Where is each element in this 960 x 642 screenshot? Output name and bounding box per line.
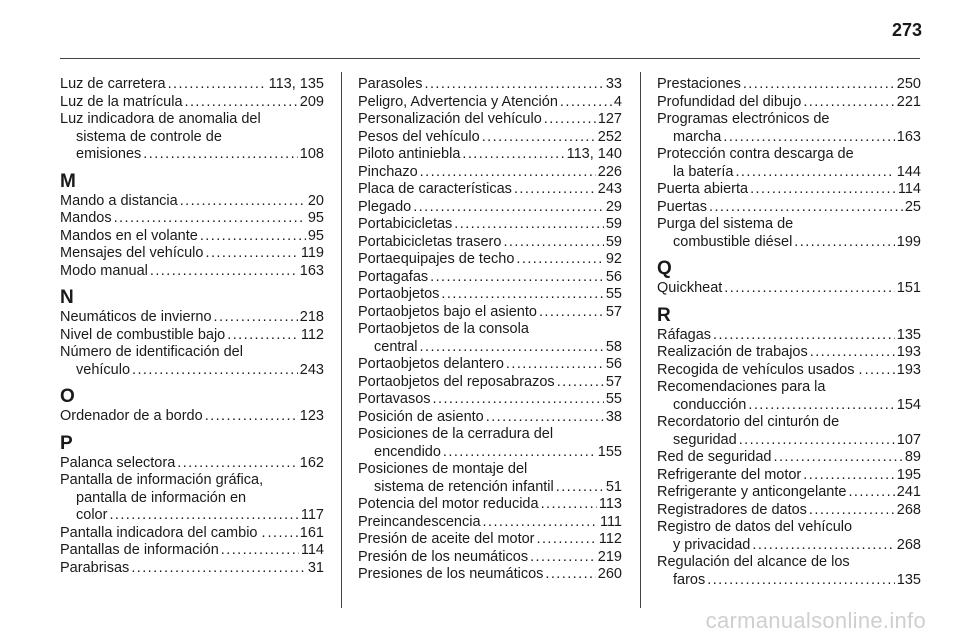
dot-leader	[131, 560, 306, 578]
index-entry	[358, 199, 622, 217]
index-page-ref: 113, 140	[566, 146, 622, 162]
index-term: Registradores de datos	[657, 501, 807, 518]
index-entry	[60, 210, 324, 228]
dot-leader	[221, 542, 299, 560]
index-entry-line: Regulación del alcance de los	[657, 554, 850, 570]
index-entry-line: Posiciones de la cerradura del	[358, 426, 554, 442]
index-page-ref: 268	[896, 536, 921, 553]
index-term: Ordenador de a bordo	[60, 408, 203, 424]
index-term: Posición de asiento	[358, 408, 484, 425]
dot-leader	[114, 210, 306, 228]
index-entry	[60, 228, 324, 246]
column-divider	[341, 72, 342, 608]
dot-leader	[516, 251, 603, 269]
index-page-ref: 163	[896, 128, 921, 145]
index-page-ref: 56	[605, 356, 622, 372]
dot-leader	[735, 164, 894, 182]
section-letter: O	[60, 386, 75, 407]
index-page-ref: 114	[897, 181, 921, 197]
dot-leader	[743, 76, 895, 94]
dot-leader	[424, 76, 603, 94]
index-entry	[358, 94, 622, 112]
index-page-ref: 33	[605, 76, 622, 92]
dot-leader	[709, 199, 903, 217]
index-term: Piloto antiniebla	[358, 146, 461, 162]
index-entry	[657, 502, 921, 520]
index-entry	[657, 146, 921, 181]
index-term: Portaobjetos	[358, 286, 440, 302]
index-page-ref: 260	[597, 566, 622, 582]
index-page-ref: 243	[299, 361, 324, 378]
dot-leader	[486, 409, 604, 427]
index-term: color	[76, 507, 108, 523]
dot-leader	[132, 362, 298, 380]
index-entry	[657, 199, 921, 217]
index-term: Recogida de vehículos usados .	[657, 361, 863, 378]
dot-leader	[556, 479, 604, 497]
dot-leader	[803, 94, 894, 112]
index-entry-line: Protección contra descarga de	[657, 146, 854, 162]
index-term: Peligro, Advertencia y Atención	[358, 93, 558, 110]
index-term: vehículo	[76, 361, 131, 378]
dot-leader	[713, 327, 895, 345]
index-page-ref: 31	[307, 559, 324, 576]
index-entry-line: pantalla de información en	[76, 489, 247, 506]
index-page-ref: 111	[599, 513, 622, 530]
column-divider	[640, 72, 641, 608]
index-entry	[60, 455, 324, 473]
index-term: Prestaciones	[657, 76, 741, 92]
index-page-ref: 162	[299, 454, 324, 471]
index-page-ref: 20	[307, 192, 324, 209]
index-page-ref: 127	[597, 111, 622, 127]
index-entry-line: Número de identificación del	[60, 344, 243, 360]
index-term: Palanca selectora	[60, 454, 176, 471]
dot-leader	[185, 94, 298, 112]
index-entry	[358, 549, 622, 567]
index-entry	[657, 414, 921, 449]
index-term: Neumáticos de invierno	[60, 309, 212, 325]
index-term: Portabicicletas trasero	[358, 233, 502, 250]
index-entry	[657, 379, 921, 414]
index-page-ref: 29	[605, 198, 622, 215]
dot-leader	[539, 304, 604, 322]
dot-leader	[150, 263, 298, 281]
index-page-ref: 119	[300, 245, 324, 261]
index-entry-line: Programas electrónicos de	[657, 111, 830, 127]
index-term: Realización de trabajos	[657, 344, 808, 360]
index-term: Red de seguridad	[657, 449, 772, 465]
index-term: Portabicicletas	[358, 216, 453, 232]
index-term: Luz de la matrícula	[60, 93, 183, 110]
index-entry	[60, 309, 324, 327]
index-term: Pantalla indicadora del cambio .	[60, 524, 266, 541]
index-entry	[60, 344, 324, 379]
index-column-1	[60, 76, 324, 577]
index-entry	[358, 181, 622, 199]
dot-leader	[430, 269, 604, 287]
index-term: Modo manual	[60, 262, 148, 279]
index-entry	[60, 327, 324, 345]
index-page-ref: 243	[597, 181, 622, 197]
index-page-ref: 250	[896, 76, 921, 92]
header-rule	[60, 58, 920, 59]
index-term: Portagafas	[358, 268, 429, 285]
index-entry	[358, 356, 622, 374]
dot-leader	[180, 193, 306, 211]
index-page-ref: 268	[896, 501, 921, 518]
dot-leader	[557, 374, 604, 392]
index-entry	[657, 280, 921, 298]
index-page-ref: 55	[605, 391, 622, 407]
index-term: Puertas	[657, 198, 707, 215]
index-page-ref: 4	[613, 93, 622, 110]
index-term: Portavasos	[358, 391, 431, 407]
index-page-ref: 219	[597, 548, 622, 565]
index-entry	[657, 344, 921, 362]
index-entry	[358, 304, 622, 322]
index-entry	[358, 461, 622, 496]
index-page-ref: 117	[300, 507, 324, 523]
index-term: Luz de carretera	[60, 76, 166, 92]
index-page-ref: 221	[896, 93, 921, 110]
index-entry	[358, 76, 622, 94]
dot-leader	[748, 397, 894, 415]
dot-leader	[268, 525, 298, 543]
index-term: Puerta abierta	[657, 181, 749, 197]
index-term: emisiones	[76, 146, 142, 162]
index-page-ref: 209	[299, 93, 324, 110]
index-entry	[358, 426, 622, 461]
index-page-ref: 107	[896, 431, 921, 448]
index-entry	[60, 525, 324, 543]
index-term: Pinchazo	[358, 163, 418, 180]
dot-leader	[803, 467, 895, 485]
index-entry	[60, 472, 324, 525]
index-term: Potencia del motor reducida	[358, 496, 539, 512]
index-entry-line: Luz indicadora de anomalia del	[60, 111, 261, 127]
index-entry	[60, 263, 324, 281]
index-entry	[657, 111, 921, 146]
index-entry	[358, 409, 622, 427]
index-page-ref: 135	[896, 326, 921, 343]
index-term: Personalización del vehículo	[358, 111, 542, 127]
index-entry	[358, 566, 622, 584]
index-term: Preincandescencia	[358, 513, 481, 530]
dot-leader	[205, 245, 298, 263]
index-term: combustible diésel	[673, 233, 793, 250]
index-page-ref: 193	[896, 361, 921, 378]
dot-leader	[168, 76, 267, 94]
index-entry-line: Portaobjetos de la consola	[358, 321, 529, 337]
index-entry	[60, 560, 324, 578]
index-page-ref: 95	[307, 210, 324, 226]
index-page-ref: 252	[597, 128, 622, 145]
dot-leader	[739, 432, 895, 450]
index-page-ref: 25	[904, 198, 921, 215]
index-entry	[358, 111, 622, 129]
index-term: Portaobjetos delantero	[358, 356, 504, 372]
index-entry	[60, 408, 324, 426]
index-entry	[358, 251, 622, 269]
index-entry	[60, 542, 324, 560]
index-page-ref: 193	[896, 344, 921, 360]
dot-leader	[177, 455, 298, 473]
dot-leader	[214, 309, 298, 327]
index-entry-line: Recordatorio del cinturón de	[657, 414, 840, 430]
index-page-ref: 123	[299, 408, 324, 424]
index-entry	[358, 129, 622, 147]
index-entry	[657, 76, 921, 94]
dot-leader	[413, 199, 604, 217]
index-entry	[657, 327, 921, 345]
index-page-ref: 151	[896, 280, 921, 296]
dot-leader	[205, 408, 298, 426]
dot-leader	[482, 129, 596, 147]
index-term: central	[374, 338, 418, 355]
index-term: Refrigerante del motor	[657, 466, 802, 483]
dot-leader	[420, 339, 604, 357]
index-page-ref: 195	[896, 466, 921, 483]
dot-leader	[530, 549, 596, 567]
index-entry-line: Pantalla de información gráfica,	[60, 472, 264, 488]
index-page-ref: 161	[299, 524, 324, 541]
index-term: Pantallas de información	[60, 542, 219, 558]
index-entry	[358, 269, 622, 287]
dot-leader	[433, 391, 604, 409]
index-page-ref: 135	[896, 571, 921, 588]
dot-leader	[541, 496, 597, 514]
dot-leader	[454, 216, 604, 234]
index-term: Mensajes del vehículo	[60, 245, 204, 261]
index-page-ref: 113	[598, 496, 622, 512]
index-column-2	[358, 76, 622, 584]
section-letter: N	[60, 287, 74, 308]
dot-leader	[750, 181, 896, 199]
index-term: y privacidad	[673, 536, 751, 553]
index-term: Presión de aceite del motor	[358, 531, 535, 547]
watermark: carmanualsonline.info	[705, 608, 926, 633]
dot-leader	[560, 94, 612, 112]
index-page-ref: 163	[299, 262, 324, 279]
dot-leader	[810, 344, 895, 362]
index-entry	[358, 321, 622, 356]
section-letter: M	[60, 170, 76, 192]
index-term: faros	[673, 571, 706, 588]
index-term: Parabrisas	[60, 559, 130, 576]
index-page-ref: 59	[605, 216, 622, 232]
index-term: Profundidad del dibujo	[657, 93, 802, 110]
index-page-ref: 57	[605, 373, 622, 390]
index-entry	[657, 519, 921, 554]
dot-leader	[544, 111, 596, 129]
section-letter: P	[60, 432, 73, 454]
index-page-ref: 241	[896, 484, 921, 500]
dot-leader	[514, 181, 596, 199]
index-page-ref: 89	[904, 449, 921, 465]
index-page-ref: 59	[605, 233, 622, 250]
index-term: Portaobjetos bajo el asiento	[358, 303, 537, 320]
index-term: sistema de retención infantil	[374, 478, 554, 495]
dot-leader	[707, 572, 895, 590]
index-page-ref: 38	[605, 408, 622, 425]
index-term: Mandos en el volante	[60, 227, 198, 244]
index-term: encendido	[374, 443, 441, 460]
index-entry-line: Purga del sistema de	[657, 216, 794, 232]
index-page-ref: 155	[597, 443, 622, 460]
index-page-ref: 112	[300, 326, 324, 343]
dot-leader	[794, 234, 895, 252]
index-entry	[657, 484, 921, 502]
index-entry	[358, 146, 622, 164]
index-page-ref: 114	[300, 542, 324, 558]
index-entry	[358, 531, 622, 549]
index-entry	[657, 362, 921, 380]
dot-leader	[752, 537, 894, 555]
index-page-ref: 92	[605, 251, 622, 267]
index-term: Pesos del vehículo	[358, 128, 480, 145]
dot-leader	[441, 286, 603, 304]
dot-leader	[503, 234, 603, 252]
dot-leader	[227, 327, 299, 345]
dot-leader	[724, 280, 895, 298]
dot-leader	[420, 164, 596, 182]
index-entry	[657, 467, 921, 485]
index-entry	[60, 193, 324, 211]
dot-leader	[143, 146, 298, 164]
index-page-ref: 144	[896, 163, 921, 180]
index-page-ref: 218	[299, 309, 324, 325]
dot-leader	[483, 514, 598, 532]
index-term: Plegado	[358, 198, 412, 215]
index-page-ref: 199	[896, 233, 921, 250]
index-entry-line: Registro de datos del vehículo	[657, 519, 853, 535]
dot-leader	[723, 129, 894, 147]
index-entry	[60, 94, 324, 112]
index-term: marcha	[673, 128, 722, 145]
dot-leader	[109, 507, 298, 525]
index-term: Presiones de los neumáticos	[358, 566, 544, 582]
dot-leader	[865, 362, 895, 380]
index-entry-line: Posiciones de montaje del	[358, 461, 528, 477]
index-entry	[657, 554, 921, 589]
index-page-ref: 226	[597, 163, 622, 180]
dot-leader	[200, 228, 306, 246]
section-letter: R	[657, 304, 671, 326]
index-page-ref: 112	[598, 531, 622, 547]
index-term: Nivel de combustible bajo	[60, 326, 226, 343]
dot-leader	[773, 449, 902, 467]
index-entry	[358, 391, 622, 409]
index-entry	[358, 164, 622, 182]
index-entry	[358, 374, 622, 392]
dot-leader	[537, 531, 597, 549]
index-entry	[358, 286, 622, 304]
index-page-ref: 56	[605, 268, 622, 285]
index-column-3	[657, 76, 921, 589]
index-term: Quickheat	[657, 280, 723, 296]
section-letter: Q	[657, 258, 672, 279]
index-entry	[358, 216, 622, 234]
index-entry	[358, 234, 622, 252]
index-page-ref: 57	[605, 303, 622, 320]
index-entry	[60, 245, 324, 263]
index-entry	[657, 449, 921, 467]
index-page-ref: 55	[605, 286, 622, 302]
index-term: Ráfagas	[657, 326, 712, 343]
index-term: Refrigerante y anticongelante	[657, 484, 847, 500]
index-entry	[60, 111, 324, 164]
index-term: seguridad	[673, 431, 737, 448]
dot-leader	[545, 566, 595, 584]
dot-leader	[809, 502, 895, 520]
index-term: Parasoles	[358, 76, 423, 92]
index-page-ref: 108	[299, 146, 324, 162]
index-page-ref: 154	[896, 396, 921, 413]
dot-leader	[506, 356, 604, 374]
index-term: Portaobjetos del reposabrazos	[358, 373, 555, 390]
dot-leader	[848, 484, 894, 502]
index-term: la batería	[673, 163, 734, 180]
index-term: Presión de los neumáticos	[358, 548, 529, 565]
dot-leader	[462, 146, 564, 164]
index-entry	[657, 94, 921, 112]
index-entry-line: sistema de controle de	[76, 128, 222, 145]
index-term: conducción	[673, 396, 747, 413]
index-page-ref: 51	[605, 478, 622, 495]
dot-leader	[443, 444, 596, 462]
page-number: 273	[891, 20, 922, 40]
index-entry	[657, 216, 921, 251]
index-page-ref: 58	[605, 338, 622, 355]
index-term: Portaequipajes de techo	[358, 251, 515, 267]
index-entry	[358, 514, 622, 532]
index-term: Mandos	[60, 210, 112, 226]
index-page-ref: 95	[307, 227, 324, 244]
index-entry	[657, 181, 921, 199]
index-entry-line: Recomendaciones para la	[657, 379, 826, 395]
index-page-ref: 113, 135	[268, 76, 324, 92]
index-term: Mando a distancia	[60, 192, 178, 209]
index-entry	[60, 76, 324, 94]
index-term: Placa de características	[358, 181, 512, 197]
index-entry	[358, 496, 622, 514]
